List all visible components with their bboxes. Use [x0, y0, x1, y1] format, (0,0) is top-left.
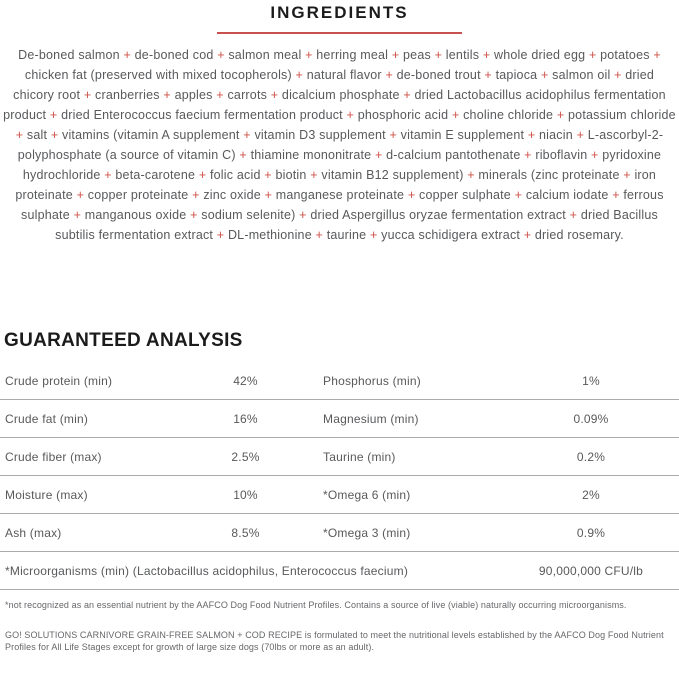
nutrient-label-right: Taurine (min): [323, 449, 396, 464]
nutrient-label-left: Crude fiber (max): [5, 449, 102, 464]
nutrient-value-right: 1%: [582, 373, 600, 388]
nutrient-value-left: 16%: [233, 411, 258, 426]
analysis-row: [0, 400, 679, 438]
microorganisms-value: 90,000,000 CFU/lb: [538, 563, 644, 578]
nutrient-value-left: 42%: [233, 373, 258, 388]
nutrient-label-left: Crude fat (min): [5, 411, 89, 426]
nutrient-value-right: 0.9%: [576, 525, 606, 540]
nutrient-label-left: Moisture (max): [5, 487, 88, 502]
analysis-row: [0, 362, 679, 400]
analysis-row: [0, 476, 679, 514]
nutrient-value-left: 8.5%: [231, 525, 260, 540]
nutrient-label-right: *Omega 6 (min): [323, 487, 411, 502]
nutrient-value-right: 0.09%: [573, 411, 609, 426]
nutrient-label-right: *Omega 3 (min): [323, 525, 411, 540]
nutrient-label-right: Magnesium (min): [323, 411, 419, 426]
nutrient-label-left: Crude protein (min): [5, 373, 113, 388]
analysis-row: [0, 514, 679, 552]
microorganisms-row: [0, 552, 679, 590]
page-title: INGREDIENTS: [270, 3, 409, 22]
nutrient-label-right: Phosphorus (min): [323, 373, 421, 388]
nutrient-value-right: 2%: [582, 487, 600, 502]
nutrient-label-left: Ash (max): [5, 525, 62, 540]
ingredients-text: De-boned salmon + de-boned cod + salmon meal + herring meal + peas + lentils + whole dried egg + potatoes + chicken fat (preserved with mixed tocopherols) + natural flavor + de-boned trout + tapioca + salmon oil + dried chicory root + cranberries + apples + carrots + dicalcium phosphate + dried Lactobacillus acidophilus fermentation product + dried Enterococcus faecium fermentation product + phosphoric acid + choline chloride + potassium chloride + salt + vitamins (vitamin A supplement + vitamin D3 supplement + vitamin E supplement + niacin + L-ascorbyl-2-polyphosphate (a source of vitamin C) + thiamine mononitrate + d-calcium pantothenate + riboflavin + pyridoxine hydrochloride + beta-carotene + folic acid + biotin + vitamin B12 supplement) + minerals (zinc proteinate + iron proteinate + copper proteinate + zinc oxide + manganese proteinate + copper sulphate + calcium iodate + ferrous sulphate + manganous oxide + sodium selenite) + dried Aspergillus oryzae fermentation extract + dried Bacillus subtilis fermentation extract + DL-methionine + taurine + yucca schidigera extract + dried rosemary.: [3, 48, 676, 242]
guaranteed-analysis-table: [0, 362, 679, 590]
nutrient-value-left: 2.5%: [231, 449, 260, 464]
nutrient-value-right: 0.2%: [576, 449, 606, 464]
guaranteed-analysis-heading: GUARANTEED ANALYSIS: [4, 330, 243, 351]
asterisk-footnote: *not recognized as an essential nutrient by the AAFCO Dog Food Nutrient Profiles. Contains a source of live (viable) naturally occurring microorganisms.: [5, 600, 627, 610]
analysis-row: [0, 438, 679, 476]
title-rule: [217, 32, 462, 34]
formulation-footnote: GO! SOLUTIONS CARNIVORE GRAIN-FREE SALMON + COD RECIPE is formulated to meet the nutritional levels established by the AAFCO Dog Food Nutrient Profiles for All Life Stages except for growth of large size dogs (70lbs or more as an adult).: [5, 630, 664, 652]
microorganisms-label: *Microorganisms (min) (Lactobacillus acidophilus, Enterococcus faecium): [5, 563, 409, 578]
nutrient-value-left: 10%: [233, 487, 258, 502]
